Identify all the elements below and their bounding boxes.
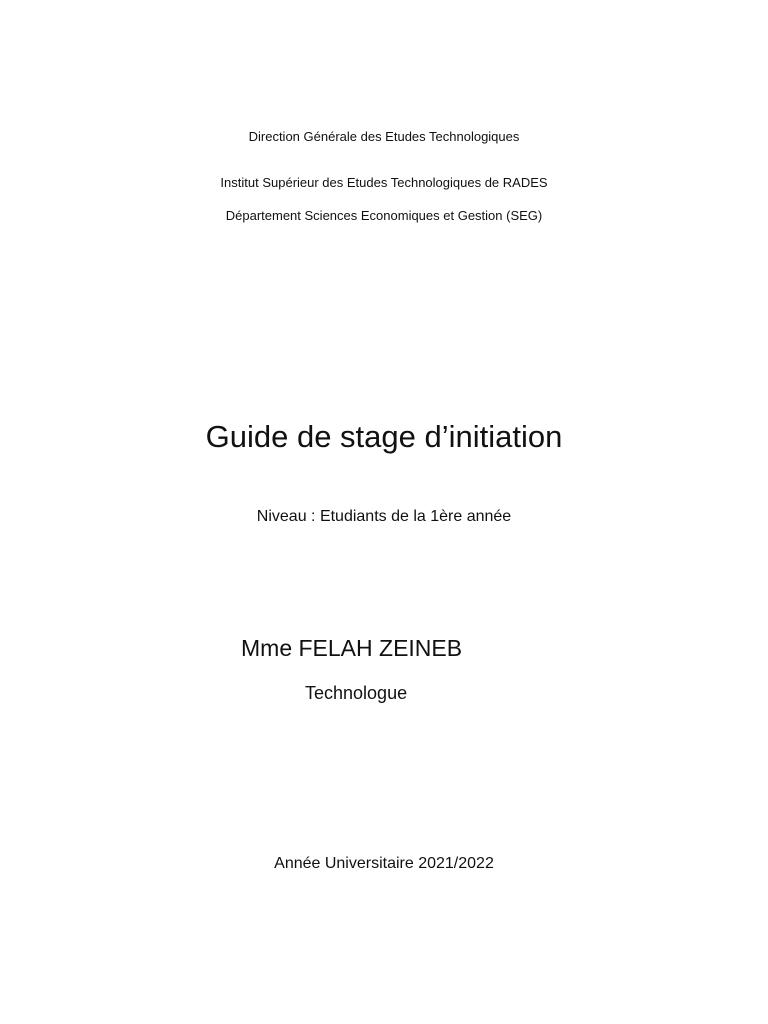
document-title: Guide de stage d’initiation xyxy=(205,419,563,454)
student-level: Niveau : Etudiants de la 1ère année xyxy=(256,508,512,525)
author-role: Technologue xyxy=(305,683,408,703)
department-name: Département Sciences Economiques et Gestion (SEG) xyxy=(225,208,543,223)
institution-direction: Direction Générale des Etudes Technologiques xyxy=(248,129,520,144)
academic-year: Année Universitaire 2021/2022 xyxy=(274,855,494,872)
institution-name: Institut Supérieur des Etudes Technologiques de RADES xyxy=(220,175,548,190)
author-name: Mme FELAH ZEINEB xyxy=(241,635,463,661)
